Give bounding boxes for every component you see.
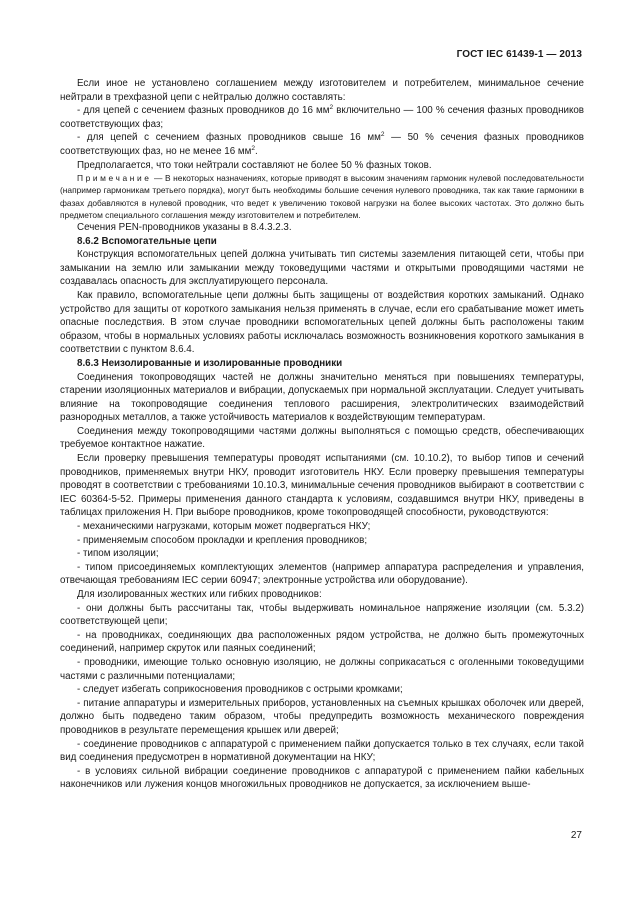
list-item: - в условиях сильной вибрации соединение проводников с аппаратурой с применением пайки кабельных наконечников или лужения концов многожильных проводников не допускается, за исключением выше- — [60, 765, 584, 791]
paragraph: Соединения между токопроводящими частями должны выполняться с помощью средств, обеспечивающих требуемое контактное нажатие. — [60, 425, 584, 451]
note — [60, 172, 584, 221]
list-item: - механическими нагрузками, которым может подвергаться НКУ; — [77, 521, 371, 533]
list-item: - типом изоляции; — [77, 548, 159, 560]
list-item: - применяемым способом прокладки и крепления проводников; — [77, 534, 368, 546]
paragraph: Соединения токопроводящих частей не должны значительно меняться при повышениях температуры, старении изоляционных материалов и вибрации, допускаемых при нормальной эксплуатации. Следует учитывать влияние на токопроводящие соединения теплового расширения, электролитических взаимодействий разнородных металлов, а также устойчивость материалов к воздействующим температурам. — [60, 371, 584, 424]
paragraph: Как правило, вспомогательные цепи должны быть защищены от воздействия коротких замыканий. Однако устройство для защиты от короткого замыкания нельзя применять в случае, если его срабатывание может иметь опасные последствия. В этом случае проводники вспомогательных цепей должны быть расположены таким образом, чтобы в нормальных условиях работы исключалась возможность возникновения короткого замыкания в соответствии с пунктом 8.6.4. — [60, 289, 584, 356]
paragraph: Для изолированных жестких или гибких проводников: — [77, 589, 322, 600]
list-item: - для цепей с сечением фазных проводников свыше 16 $мм^2$ — 50 % сечения фазных проводников соответствующих фаз, но не менее 16 $мм^2$. — [60, 131, 585, 157]
paragraph: Предполагается, что токи нейтрали составляют не более 50 % фазных токов. — [77, 159, 432, 171]
paragraph: Если иное не установлено соглашением между изготовителем и потребителем, минимальное сечение нейтрали в трехфазной цепи с нейтралью должно составлять: — [60, 78, 584, 103]
paragraph: Конструкция вспомогательных цепей должна учитывать тип системы заземления питающей сети, чтобы при замыкании на землю или замыкании между токоведущими частями и открытыми проводящими частями не создавалась опасность для эксплуатирующего персонала. — [60, 249, 584, 288]
document-header: ГОСТ IEC 61439-1 — 2013 — [456, 49, 582, 60]
note-label: Примечание — [77, 173, 152, 184]
section-heading: 8.6.2 Вспомогательные цепи — [77, 235, 217, 247]
list-item: - проводники, имеющие только основную изоляцию, не должны соприкасаться с оголенными токоведущими частями с различными потенциалами; — [60, 656, 584, 682]
page-number: 27 — [570, 830, 582, 841]
section-heading: 8.6.3 Неизолированные и изолированные проводники — [77, 357, 343, 369]
list-item: - типом присоединяемых комплектующих элементов (например аппаратура распределения и управления, отвечающая требованиям IEC серии 60947; электронные устройства или оборудование). — [60, 561, 584, 587]
paragraph: Сечения PEN-проводников указаны в 8.4.3.2.3. — [77, 221, 292, 233]
paragraph: Если проверку превышения температуры проводят испытаниями (см. 10.10.2), то выбор типов и сечений проводников, применяемых внутри НКУ, проводит изготовитель НКУ. Если проверку превышения температуры проводят в соответствии с требованиями 10.10.3, минимальные сечения проводников выбирают в соответствии с IEC 60364-5-52. Примеры применения данного стандарта к условиям, создавшимся внутри НКУ, приведены в таблицах приложения Н. При выборе проводников, кроме токопроводящей способности, руководствуются: — [60, 453, 584, 519]
note-text: — В некоторых назначениях, которые приводят в высоким значениям гармоник нулевой последовательности (например гармоникам третьего порядка), могут быть необходимы большие сечения нулевого проводника, так как такие гармоники в фазах добавляются в нулевой проводник, что ведет к увеличению токовой нагрузки на более высоких частотах. Это должно быть предметом специального соглашения между изготовителем и потребителем. — [60, 173, 584, 220]
list-item: - на проводниках, соединяющих два расположенных рядом устройства, не должно быть промежуточных соединений, например скруток или паяных соединений; — [60, 629, 584, 655]
list-item: - следует избегать соприкосновения проводников с острыми кромками; — [77, 684, 403, 696]
list-item: - питание аппаратуры и измерительных приборов, установленных на съемных крышках оболочек или дверей, должно быть подведено таким образом, чтобы предупредить возможность механического повреждения проводников в результате перемещения крышек или дверей; — [60, 697, 584, 736]
list-item: - они должны быть рассчитаны так, чтобы выдерживать номинальное напряжение изоляции (см. 5.3.2) соответствующей цепи; — [60, 602, 584, 628]
list-item: - для цепей с сечением фазных проводников до 16 $мм^2$ включительно — 100 % сечения фазных проводников соответствующих фаз; — [60, 104, 585, 130]
page-body — [60, 77, 584, 792]
list-item: - соединение проводников с аппаратурой с применением пайки допускается только в тех случаях, если такой вид соединения предусмотрен в нормативной документации на НКУ; — [60, 738, 584, 764]
